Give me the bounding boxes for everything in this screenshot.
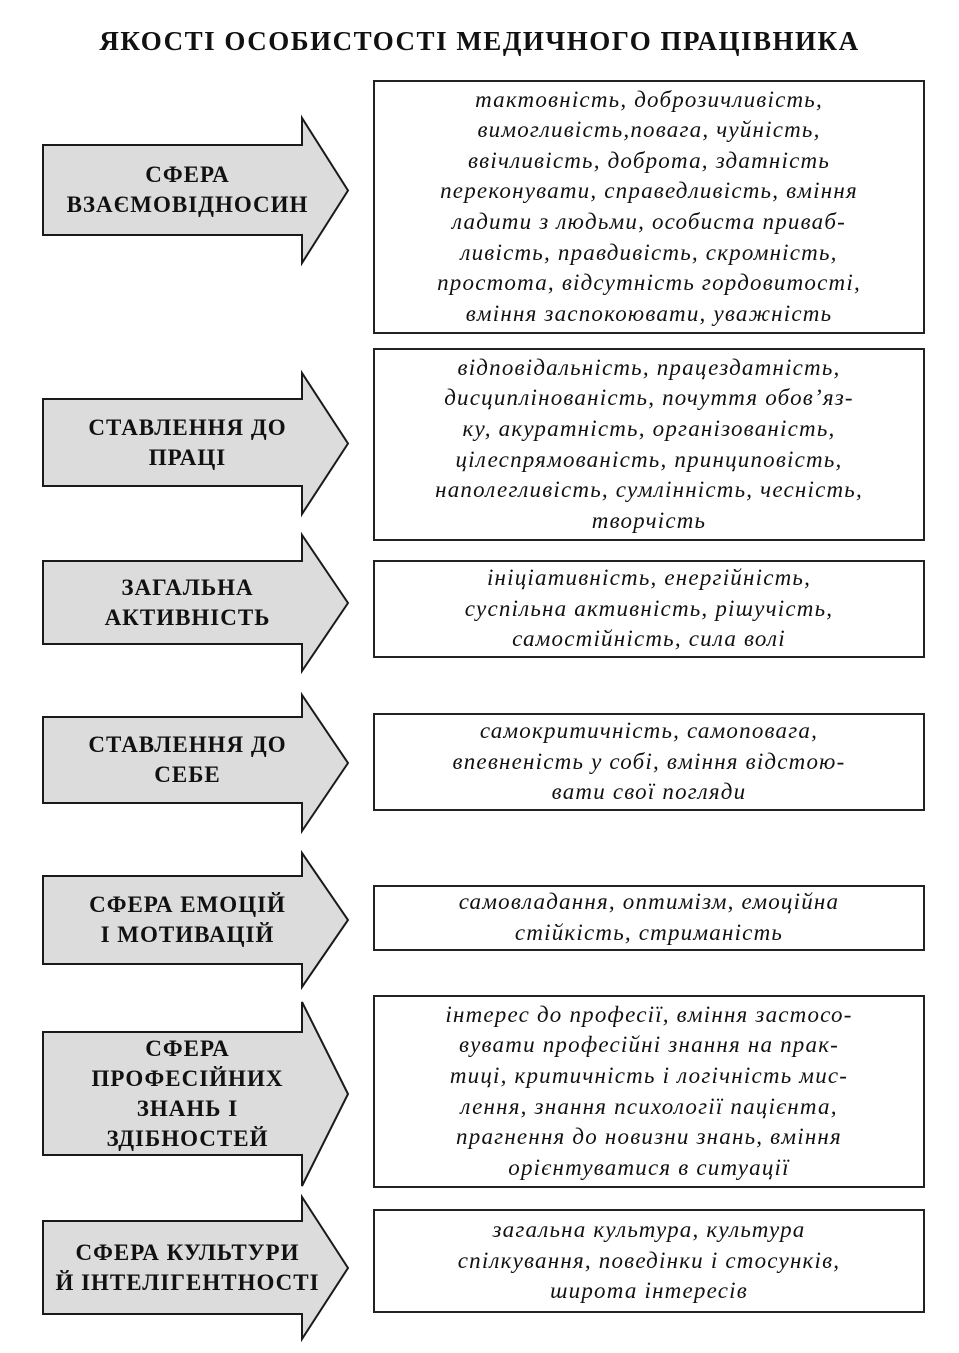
qualities-text: відповідальність, працездатність, дисциплінованість, почуття обов’яз- ку, акуратність, організованість, цілеспрямованість, принциповість, наполегливість, сумлінність, чесність, творчість bbox=[435, 354, 863, 533]
sphere-label bbox=[43, 561, 332, 644]
qualities-text: тактовність, доброзичливість, вимогливість,повага, чуйність, ввічливість, доброта, здатність переконувати, справедливість, вміння ладити з людьми, особиста приваб- ливість, правдивість, скромність, простота, відсутність гордовитості, вміння заспокоювати, уважність bbox=[437, 86, 861, 326]
qualities-text: інтерес до професії, вміння застосо- вувати професійні знання на прак- тиці, критичність і логічність мис- лення, знання психології пацієнта, прагнення до новизни знань, вміння орієнтуватися в ситуації bbox=[445, 1001, 853, 1180]
sphere-label bbox=[43, 876, 332, 964]
sphere-label-text: СФЕРА КУЛЬТУРИ Й ІНТЕЛІГЕНТНОСТІ bbox=[55, 1239, 320, 1295]
sphere-label-text: СФЕРА ЕМОЦІЙ І МОТИВАЦІЙ bbox=[89, 892, 286, 947]
qualities-text: самокритичність, самоповага, впевненість у собі, вміння відстою- вати свої погляди bbox=[452, 718, 846, 805]
sphere-label-text: СФЕРА ВЗАЄМОВІДНОСИН bbox=[66, 162, 309, 217]
qualities-box bbox=[373, 713, 925, 811]
sphere-label-text: СФЕРА ПРОФЕСІЙНИХ ЗНАНЬ І ЗДІБНОСТЕЙ bbox=[91, 1035, 284, 1151]
sphere-label bbox=[43, 399, 332, 486]
qualities-box bbox=[373, 885, 925, 951]
qualities-box bbox=[373, 80, 925, 334]
page-title: ЯКОСТІ ОСОБИСТОСТІ МЕДИЧНОГО ПРАЦІВНИКА bbox=[99, 26, 860, 56]
qualities-box bbox=[373, 348, 925, 541]
sphere-label bbox=[43, 717, 332, 803]
qualities-box bbox=[373, 1209, 925, 1313]
sphere-label-text: СТАВЛЕННЯ ДО ПРАЦІ bbox=[88, 414, 287, 470]
qualities-text: загальна культура, культура спілкування, поведінки і стосунків, широта інтересів bbox=[457, 1217, 841, 1304]
qualities-box bbox=[373, 560, 925, 658]
sphere-label-text: ЗАГАЛЬНА АКТИВНІСТЬ bbox=[104, 574, 271, 630]
sphere-label bbox=[43, 1221, 332, 1314]
sphere-label bbox=[43, 145, 332, 235]
qualities-text: ініціативність, енергійність, суспільна активність, рішучість, самостійність, сила волі bbox=[464, 565, 834, 652]
sphere-label bbox=[43, 1032, 332, 1155]
sphere-label-text: СТАВЛЕННЯ ДО СЕБЕ bbox=[88, 732, 287, 787]
qualities-text: самовладання, оптимізм, емоційна стійкість, стриманість bbox=[458, 889, 840, 945]
qualities-box bbox=[373, 995, 925, 1188]
